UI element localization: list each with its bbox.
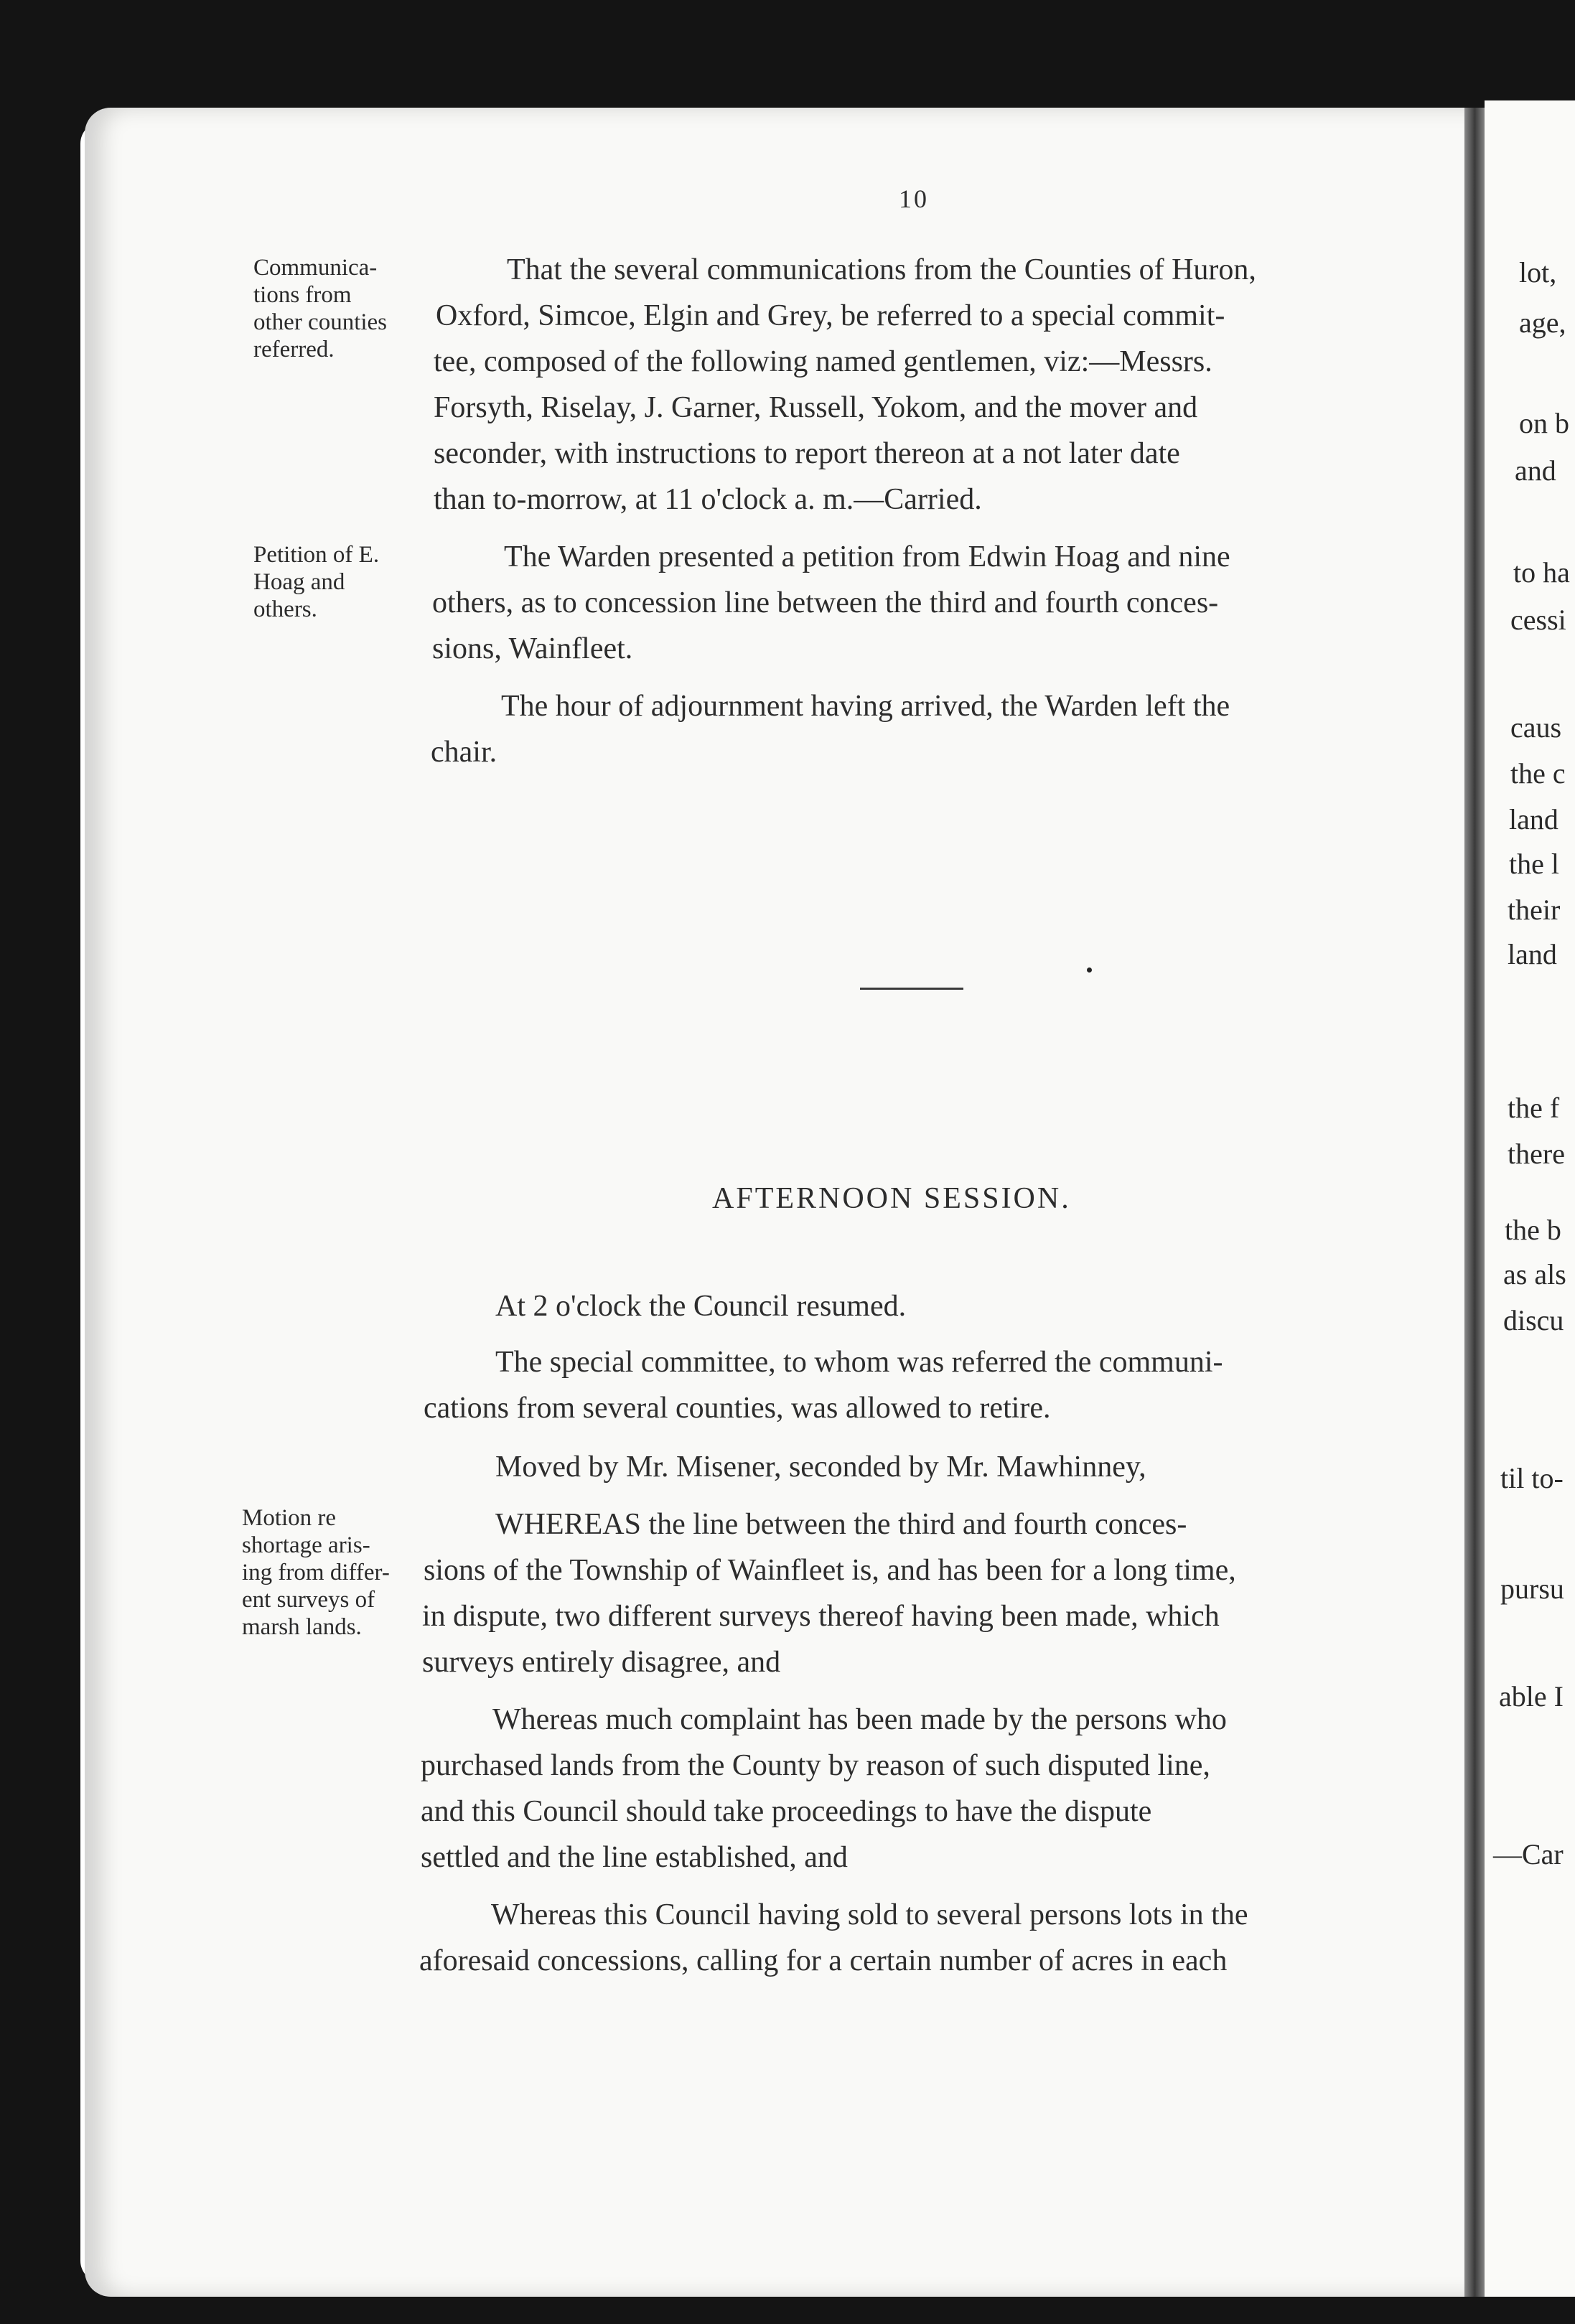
text-line: surveys entirely disagree, and <box>422 1646 781 1679</box>
text-line: purchased lands from the County by reason of such disputed line, <box>421 1749 1210 1782</box>
text-line: in dispute, two different surveys thereof having been made, which <box>422 1600 1220 1633</box>
text-line: The special committee, to whom was referred the communi- <box>495 1346 1223 1379</box>
next-page-fragment: caus <box>1510 711 1562 744</box>
text-line: The Warden presented a petition from Edwin Hoag and nine <box>504 540 1230 573</box>
text-line: seconder, with instructions to report thereon at a not later date <box>434 437 1180 470</box>
ink-speck <box>1087 967 1092 973</box>
next-page-fragment: and <box>1515 454 1556 487</box>
margin-note-text: Motion re shortage aris- ing from differ- ent surveys of marsh lands. <box>242 1505 390 1640</box>
next-page-fragment: the c <box>1510 757 1566 789</box>
margin-note-text: Petition of E. Hoag and others. <box>253 542 380 622</box>
next-page-fragment: lot, <box>1519 256 1557 289</box>
next-page-fragment: the l <box>1509 848 1559 880</box>
text-line: than to-morrow, at 11 o'clock a. m.—Carried. <box>434 483 982 516</box>
text-line: sions, Wainfleet. <box>432 632 633 665</box>
text-line: and this Council should take proceedings to have the dispute <box>421 1795 1152 1828</box>
text-line: The hour of adjournment having arrived, the Warden left the <box>501 690 1230 723</box>
margin-note-communications <box>253 254 433 363</box>
next-page-fragment: the f <box>1508 1092 1560 1124</box>
margin-note-text: Communica- tions from other counties referred. <box>253 255 388 362</box>
next-page-fragment: land <box>1508 938 1557 970</box>
text-line: Whereas this Council having sold to several persons lots in the <box>491 1898 1248 1931</box>
text-line: settled and the line established, and <box>421 1841 848 1874</box>
section-heading: AFTERNOON SESSION. <box>712 1182 1071 1215</box>
text-line: Forsyth, Riselay, J. Garner, Russell, Yokom, and the mover and <box>434 391 1198 424</box>
text-line: Moved by Mr. Misener, seconded by Mr. Mawhinney, <box>495 1451 1146 1484</box>
text-line: aforesaid concessions, calling for a certain number of acres in each <box>419 1944 1228 1977</box>
next-page-fragment: —Car <box>1493 1838 1564 1870</box>
next-page-fragment: able I <box>1499 1680 1564 1712</box>
next-page-fragment: to ha <box>1513 556 1570 589</box>
next-page-fragment: cessi <box>1510 604 1566 636</box>
page-number: 10 <box>899 184 929 213</box>
next-page-fragment: pursu <box>1500 1573 1564 1605</box>
text-line: cations from several counties, was allowed to retire. <box>424 1392 1051 1425</box>
text-line: That the several communications from the Counties of Huron, <box>507 253 1256 286</box>
next-page-fragment: their <box>1508 894 1561 926</box>
text-line: others, as to concession line between the third and fourth conces- <box>432 586 1219 619</box>
next-page-fragment: as als <box>1503 1258 1566 1290</box>
text-line: WHEREAS the line between the third and fourth conces- <box>495 1508 1187 1541</box>
next-page-fragment: the b <box>1505 1214 1561 1246</box>
next-page-fragment: land <box>1509 803 1558 835</box>
text-line: chair. <box>431 736 497 769</box>
next-page-fragment: til to- <box>1500 1462 1564 1494</box>
next-page-fragment: there <box>1508 1138 1565 1170</box>
text-line: Whereas much complaint has been made by the persons who <box>492 1703 1227 1736</box>
text-line: Oxford, Simcoe, Elgin and Grey, be referred to a special commit- <box>436 299 1225 332</box>
next-page-fragment: on b <box>1519 407 1569 439</box>
text-line: sions of the Township of Wainfleet is, and has been for a long time, <box>424 1554 1236 1587</box>
next-page-fragment: age, <box>1519 306 1566 339</box>
text-line: At 2 o'clock the Council resumed. <box>495 1290 907 1323</box>
text-line: tee, composed of the following named gentlemen, viz:—Messrs. <box>434 345 1212 378</box>
section-rule <box>860 988 963 990</box>
margin-note-petition <box>253 541 433 623</box>
next-page-fragment: discu <box>1503 1304 1564 1336</box>
margin-note-motion <box>242 1504 427 1641</box>
